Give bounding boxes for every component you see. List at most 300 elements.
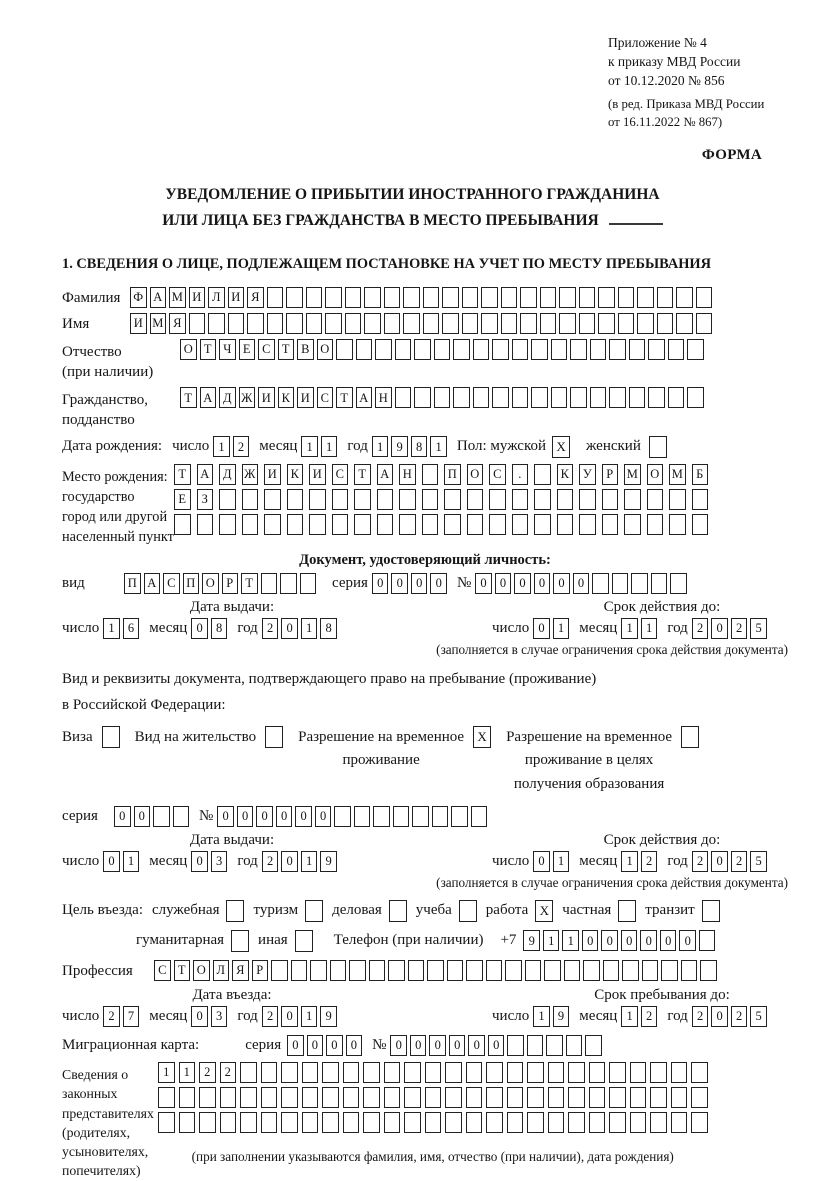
char-cell — [228, 313, 245, 334]
char-cell — [271, 960, 288, 981]
year-label: год — [667, 852, 688, 869]
char-cell — [603, 960, 620, 981]
char-cell — [343, 1062, 360, 1083]
char-cell — [399, 514, 416, 535]
char-cell — [451, 806, 468, 827]
char-cell — [691, 1062, 708, 1083]
char-cell — [332, 514, 349, 535]
char-cell — [158, 1112, 175, 1133]
char-cell: 6 — [123, 618, 140, 639]
char-cell — [427, 960, 444, 981]
char-cell: 1 — [533, 1006, 550, 1027]
char-cell — [264, 489, 281, 510]
char-cell — [322, 1087, 339, 1108]
residence-issue-header: Дата выдачи: — [189, 831, 275, 848]
char-cell — [261, 573, 278, 594]
char-cell — [520, 313, 537, 334]
char-cell — [219, 514, 236, 535]
char-cell: Т — [336, 387, 353, 408]
char-cell — [473, 387, 490, 408]
char-cell — [287, 489, 304, 510]
char-cell: И — [189, 287, 206, 308]
char-cell — [585, 1035, 602, 1056]
char-cell: 9 — [553, 1006, 570, 1027]
char-cell — [602, 489, 619, 510]
char-cell: 1 — [158, 1062, 175, 1083]
char-cell — [579, 514, 596, 535]
char-cell — [642, 960, 659, 981]
char-cell: 0 — [582, 930, 599, 951]
stay-year — [692, 1006, 767, 1027]
char-cell — [692, 489, 709, 510]
char-cell — [651, 573, 668, 594]
citizenship-row — [62, 387, 788, 431]
purpose-official-checkbox — [226, 900, 244, 922]
char-cell — [618, 313, 635, 334]
char-cell — [404, 1062, 421, 1083]
form-title — [37, 182, 788, 233]
char-cell: 3 — [211, 1006, 228, 1027]
char-cell — [432, 806, 449, 827]
char-cell: И — [258, 387, 275, 408]
year-label: год — [667, 619, 688, 636]
residence-doc-options — [62, 726, 788, 796]
char-cell: 0 — [103, 851, 120, 872]
birth-date-row — [62, 436, 788, 458]
char-cell: 0 — [573, 573, 590, 594]
char-cell — [466, 1062, 483, 1083]
char-cell: Т — [200, 339, 217, 360]
birth-place-cells-row2 — [174, 489, 708, 510]
char-cell: Р — [602, 464, 619, 485]
profession-label: Профессия — [62, 962, 133, 979]
char-cell — [261, 1087, 278, 1108]
char-cell — [384, 1062, 401, 1083]
birth-place-cells — [174, 464, 708, 535]
residence-expiry-day — [533, 851, 569, 872]
amendment-line: (в ред. Приказа МВД России — [608, 96, 765, 111]
representatives-label-line: усыновителях, — [62, 1144, 149, 1160]
char-cell — [648, 339, 665, 360]
residence-doc-intro — [62, 666, 788, 719]
residence-expiry-header: Срок действия до: — [603, 831, 721, 848]
char-cell: 0 — [326, 1035, 343, 1056]
char-cell: 2 — [233, 436, 250, 457]
char-cell: 9 — [391, 436, 408, 457]
char-cell — [189, 313, 206, 334]
char-cell — [669, 514, 686, 535]
char-cell — [602, 514, 619, 535]
char-cell — [647, 489, 664, 510]
char-cell: Р — [252, 960, 269, 981]
char-cell — [306, 287, 323, 308]
char-cell — [220, 1087, 237, 1108]
char-cell — [471, 806, 488, 827]
char-cell: 1 — [301, 1006, 318, 1027]
char-cell — [579, 313, 596, 334]
blank-underline — [609, 223, 663, 225]
char-cell: И — [264, 464, 281, 485]
char-cell: 0 — [315, 806, 332, 827]
char-cell — [492, 387, 509, 408]
citizenship-label-line: подданство — [62, 412, 135, 429]
char-cell — [322, 1062, 339, 1083]
char-cell: 2 — [262, 618, 279, 639]
char-cell: 2 — [103, 1006, 120, 1027]
char-cell — [668, 387, 685, 408]
day-label: число — [492, 852, 530, 869]
char-cell — [399, 489, 416, 510]
char-cell: 0 — [711, 618, 728, 639]
char-cell — [220, 1112, 237, 1133]
purpose-row-2 — [134, 930, 788, 952]
residence-expiry-note: (заполняется в случае ограничения срока действия документа) — [436, 874, 788, 890]
char-cell — [540, 287, 557, 308]
day-label: число — [492, 619, 530, 636]
purpose-other-checkbox — [295, 930, 313, 952]
char-cell — [557, 489, 574, 510]
char-cell — [681, 960, 698, 981]
char-cell — [661, 960, 678, 981]
char-cell: 0 — [495, 573, 512, 594]
char-cell: 5 — [750, 1006, 767, 1027]
identity-issue-day — [103, 618, 139, 639]
char-cell — [354, 514, 371, 535]
phone-prefix: +7 — [500, 932, 517, 949]
char-cell — [579, 287, 596, 308]
char-cell — [590, 339, 607, 360]
char-cell: 0 — [281, 618, 298, 639]
char-cell — [692, 514, 709, 535]
birth-day-cells — [213, 436, 249, 457]
char-cell — [375, 339, 392, 360]
char-cell: Я — [232, 960, 249, 981]
char-cell: 0 — [217, 806, 234, 827]
day-label: число — [62, 852, 100, 869]
char-cell — [590, 387, 607, 408]
char-cell: 8 — [320, 618, 337, 639]
char-cell — [444, 514, 461, 535]
char-cell: 2 — [731, 1006, 748, 1027]
char-cell: А — [356, 387, 373, 408]
surname-row — [62, 287, 788, 308]
identity-doc-heading: Документ, удостоверяющий личность: — [299, 551, 551, 568]
purpose-transit-checkbox — [702, 900, 720, 922]
char-cell — [309, 514, 326, 535]
char-cell: 1 — [123, 851, 140, 872]
char-cell — [618, 287, 635, 308]
char-cell — [622, 960, 639, 981]
residence-doc-dates — [62, 851, 788, 872]
char-cell: 7 — [123, 1006, 140, 1027]
citizenship-label-line: Гражданство, — [62, 392, 149, 409]
char-cell — [423, 313, 440, 334]
char-cell: 0 — [191, 618, 208, 639]
char-cell — [671, 1087, 688, 1108]
char-cell — [242, 489, 259, 510]
residence-doc-intro-line: в Российской Федерации: — [62, 696, 226, 713]
representatives-label-line: (родителях, — [62, 1124, 131, 1140]
char-cell: 2 — [220, 1062, 237, 1083]
char-cell — [281, 1112, 298, 1133]
char-cell: П — [444, 464, 461, 485]
migration-series-cells — [287, 1035, 362, 1056]
char-cell — [507, 1035, 524, 1056]
year-label: год — [237, 619, 258, 636]
char-cell — [481, 287, 498, 308]
char-cell — [422, 489, 439, 510]
char-cell: О — [647, 464, 664, 485]
char-cell: 0 — [679, 930, 696, 951]
char-cell — [388, 960, 405, 981]
char-cell — [699, 930, 716, 951]
char-cell: 1 — [301, 618, 318, 639]
char-cell — [423, 287, 440, 308]
char-cell — [247, 313, 264, 334]
char-cell — [598, 313, 615, 334]
day-label: число — [62, 619, 100, 636]
identity-kind-label: вид — [62, 574, 85, 591]
char-cell: 1 — [543, 930, 560, 951]
char-cell — [174, 514, 191, 535]
char-cell: Н — [399, 464, 416, 485]
char-cell — [291, 960, 308, 981]
char-cell — [534, 514, 551, 535]
char-cell — [589, 1087, 606, 1108]
identity-issue-month — [191, 618, 227, 639]
char-cell — [489, 514, 506, 535]
patronymic-label-line: (при наличии) — [62, 363, 154, 380]
char-cell: 9 — [320, 1006, 337, 1027]
char-cell: Т — [174, 464, 191, 485]
char-cell: 1 — [213, 436, 230, 457]
char-cell: 0 — [276, 806, 293, 827]
temp-residence-label: Разрешение на временное проживание — [298, 729, 465, 769]
identity-doc-date-headers — [62, 599, 788, 616]
char-cell — [447, 960, 464, 981]
char-cell — [657, 313, 674, 334]
stay-month — [621, 1006, 657, 1027]
form-title-line1: УВЕДОМЛЕНИЕ О ПРИБЫТИИ ИНОСТРАННОГО ГРАЖДАНИНА — [165, 186, 660, 204]
char-cell: 3 — [211, 851, 228, 872]
residence-doc-series-row — [62, 806, 788, 827]
identity-series-label: серия — [332, 574, 368, 591]
char-cell — [624, 514, 641, 535]
char-cell — [630, 1062, 647, 1083]
char-cell — [453, 387, 470, 408]
char-cell: Е — [174, 489, 191, 510]
char-cell: 0 — [621, 930, 638, 951]
residence-series-cells — [114, 806, 189, 827]
residence-issue-day — [103, 851, 139, 872]
section1-heading: 1. СВЕДЕНИЯ О ЛИЦЕ, ПОДЛЕЖАЩЕМ ПОСТАНОВКЕ НА УЧЕТ ПО МЕСТУ ПРЕБЫВАНИЯ — [62, 255, 711, 272]
char-cell: 2 — [692, 851, 709, 872]
identity-expiry-date — [492, 618, 767, 639]
purpose-transit-label: транзит — [645, 902, 695, 919]
char-cell: П — [124, 573, 141, 594]
phone-cells — [523, 930, 715, 951]
residence-expiry-year — [692, 851, 767, 872]
char-cell: 1 — [621, 618, 638, 639]
char-cell — [264, 514, 281, 535]
visa-checkbox — [102, 726, 120, 748]
char-cell: 0 — [346, 1035, 363, 1056]
char-cell: 2 — [199, 1062, 216, 1083]
char-cell — [501, 287, 518, 308]
char-cell — [343, 1087, 360, 1108]
char-cell: 1 — [553, 851, 570, 872]
birth-place-row — [62, 464, 788, 547]
char-cell — [369, 960, 386, 981]
char-cell — [173, 806, 190, 827]
char-cell: И — [309, 464, 326, 485]
char-cell — [453, 339, 470, 360]
char-cell — [540, 313, 557, 334]
char-cell — [609, 387, 626, 408]
visa-option — [62, 726, 120, 748]
birth-place-label — [62, 464, 174, 547]
char-cell: 9 — [320, 851, 337, 872]
year-label: год — [237, 1007, 258, 1024]
char-cell — [302, 1062, 319, 1083]
char-cell — [422, 514, 439, 535]
residence-permit-label: Вид на жительство — [134, 728, 257, 745]
char-cell: 2 — [641, 1006, 658, 1027]
identity-series-cells — [372, 573, 447, 594]
birth-month-cells — [301, 436, 337, 457]
year-label: год — [237, 852, 258, 869]
char-cell: 1 — [103, 618, 120, 639]
day-label: число — [172, 438, 210, 455]
char-cell: 1 — [321, 436, 338, 457]
char-cell — [598, 287, 615, 308]
purpose-humanitarian-label: гуманитарная — [136, 932, 225, 949]
char-cell: 0 — [237, 806, 254, 827]
char-cell — [197, 514, 214, 535]
representatives-label-line: представителях — [62, 1105, 154, 1121]
char-cell — [330, 960, 347, 981]
char-cell — [179, 1087, 196, 1108]
gender-male-checkbox: X — [552, 436, 570, 458]
char-cell — [650, 1087, 667, 1108]
char-cell: 0 — [372, 573, 389, 594]
char-cell: 0 — [411, 573, 428, 594]
char-cell — [592, 573, 609, 594]
char-cell: С — [154, 960, 171, 981]
char-cell — [486, 1062, 503, 1083]
form-label: ФОРМА — [701, 147, 762, 164]
char-cell: 0 — [307, 1035, 324, 1056]
char-cell — [507, 1062, 524, 1083]
char-cell: 5 — [750, 618, 767, 639]
profession-cells — [154, 960, 717, 981]
identity-doc-row — [62, 573, 788, 594]
char-cell: Е — [239, 339, 256, 360]
appendix-block — [608, 34, 788, 131]
char-cell — [332, 489, 349, 510]
representatives-label — [62, 1062, 158, 1181]
residence-doc-date-headers — [62, 832, 788, 849]
char-cell: 1 — [301, 436, 318, 457]
char-cell — [527, 1035, 544, 1056]
char-cell — [466, 1087, 483, 1108]
char-cell — [280, 573, 297, 594]
char-cell — [568, 1087, 585, 1108]
char-cell — [650, 1112, 667, 1133]
representatives-cells-row2 — [158, 1087, 708, 1108]
char-cell — [373, 806, 390, 827]
char-cell — [281, 1087, 298, 1108]
entry-day — [103, 1006, 139, 1027]
char-cell — [310, 960, 327, 981]
char-cell: П — [183, 573, 200, 594]
char-cell: У — [579, 464, 596, 485]
char-cell — [281, 1062, 298, 1083]
char-cell — [444, 489, 461, 510]
residence-expiry-date — [492, 851, 767, 872]
char-cell: 5 — [750, 851, 767, 872]
representatives-note: (при заполнении указываются фамилия, имя, отчество (при наличии), дата рождения) — [191, 1148, 674, 1164]
birth-place-label-line: город или другой — [62, 508, 168, 525]
char-cell — [408, 960, 425, 981]
char-cell — [300, 573, 317, 594]
purpose-label: Цель въезда: — [62, 902, 143, 919]
char-cell — [512, 489, 529, 510]
char-cell — [336, 339, 353, 360]
char-cell — [612, 573, 629, 594]
char-cell — [534, 464, 551, 485]
char-cell: 0 — [391, 573, 408, 594]
char-cell — [583, 960, 600, 981]
char-cell — [531, 387, 548, 408]
char-cell: 1 — [641, 618, 658, 639]
migration-series-label: серия — [245, 1036, 282, 1053]
char-cell — [158, 1087, 175, 1108]
char-cell — [434, 387, 451, 408]
char-cell: Ф — [130, 287, 147, 308]
purpose-tourism-label: туризм — [253, 902, 299, 919]
char-cell: 2 — [262, 1006, 279, 1027]
char-cell — [445, 1087, 462, 1108]
char-cell — [462, 313, 479, 334]
representatives-cells — [158, 1062, 708, 1165]
char-cell: Я — [169, 313, 186, 334]
char-cell: С — [258, 339, 275, 360]
char-cell — [412, 806, 429, 827]
name-row — [62, 313, 788, 334]
char-cell — [267, 313, 284, 334]
patronymic-cells — [180, 339, 704, 360]
char-cell — [325, 313, 342, 334]
char-cell: 1 — [301, 851, 318, 872]
char-cell — [609, 1062, 626, 1083]
char-cell — [696, 313, 713, 334]
char-cell — [609, 1112, 626, 1133]
char-cell: Т — [241, 573, 258, 594]
char-cell — [240, 1087, 257, 1108]
char-cell — [501, 313, 518, 334]
identity-expiry-note: (заполняется в случае ограничения срока действия документа) — [436, 641, 788, 657]
identity-expiry-year — [692, 618, 767, 639]
char-cell — [548, 1087, 565, 1108]
char-cell — [349, 960, 366, 981]
char-cell: Ч — [219, 339, 236, 360]
char-cell — [199, 1112, 216, 1133]
char-cell: 0 — [281, 851, 298, 872]
char-cell — [687, 387, 704, 408]
char-cell — [442, 287, 459, 308]
representatives-cells-row1 — [158, 1062, 708, 1083]
